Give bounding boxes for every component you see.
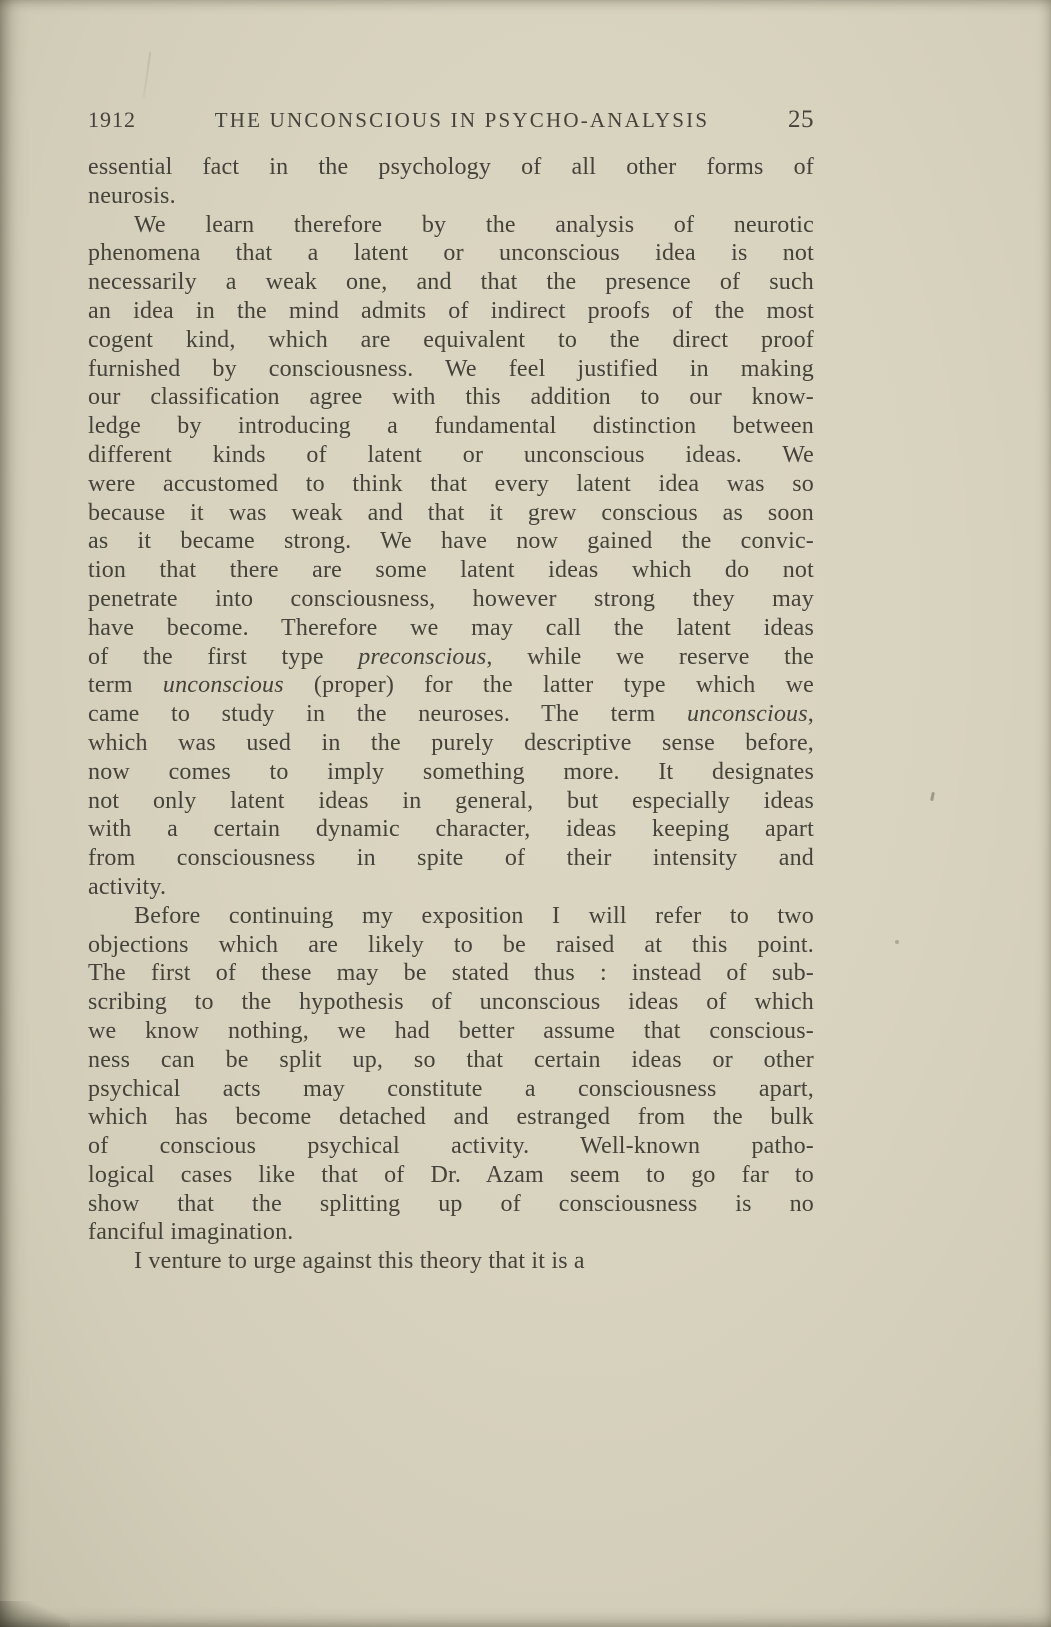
text-line: penetrate into consciousness, however strong they may (88, 585, 814, 612)
page-number: 25 (787, 106, 814, 133)
text-line: tion that there are some latent ideas which do not (88, 557, 814, 584)
header-year: 1912 (88, 107, 136, 132)
paragraph (88, 902, 814, 1248)
page-corner-shadow (0, 1601, 70, 1627)
page-body (88, 153, 814, 1276)
text-line: came to study in the neuroses. The term unconscious, (88, 701, 814, 728)
text-line: essential fact in the psychology of all other forms of (88, 154, 814, 180)
text-line: The first of these may be stated thus : instead of sub- (88, 960, 814, 987)
text-line: activity. (88, 873, 167, 900)
text-line: have become. Therefore we may call the latent ideas (88, 614, 814, 641)
text-line: ness can be split up, so that certain ideas or other (88, 1046, 814, 1073)
text-line: now comes to imply something more. It designates (88, 758, 814, 785)
text-line: logical cases like that of Dr. Azam seem to go far to (88, 1161, 814, 1188)
text-line: I venture to urge against this theory that it is a (134, 1248, 585, 1275)
text-line: term unconscious (proper) for the latter type which we (88, 672, 814, 699)
text-line: different kinds of latent or unconscious ideas. We (88, 441, 814, 468)
paper-speck (930, 792, 935, 801)
text-line: objections which are likely to be raised at this point. (88, 931, 814, 958)
text-line: as it became strong. We have now gained the convic- (88, 528, 814, 555)
page-header (88, 106, 814, 134)
text-line: we know nothing, we had better assume that conscious- (88, 1017, 814, 1044)
text-line: our classification agree with this addition to our know- (88, 384, 814, 411)
text-line: of conscious psychical activity. Well-known patho- (88, 1133, 814, 1160)
text-line: were accustomed to think that every latent idea was so (88, 470, 814, 497)
text-line: cogent kind, which are equivalent to the direct proof (88, 326, 814, 353)
running-title: THE UNCONSCIOUS IN PSYCHO-ANALYSIS (214, 108, 710, 132)
text-line: neurosis. (88, 182, 176, 209)
text-line: ledge by introducing a fundamental distinction between (88, 413, 814, 440)
text-line: psychical acts may constitute a consciousness apart, (88, 1075, 814, 1102)
paragraph (88, 153, 814, 211)
text-line: phenomena that a latent or unconscious idea is not (88, 240, 814, 267)
text-line: of the first type preconscious, while we reserve the (88, 643, 814, 670)
text-line: scribing to the hypothesis of unconscious ideas of which (88, 989, 814, 1016)
text-line: because it was weak and that it grew conscious as soon (88, 499, 814, 526)
text-line: which was used in the purely descriptive sense before, (88, 729, 814, 756)
text-line: fanciful imagination. (88, 1219, 294, 1246)
paragraph (88, 1247, 814, 1276)
paragraph (88, 211, 814, 902)
text-line: Before continuing my exposition I will refer to two (134, 902, 814, 929)
text-line: We learn therefore by the analysis of neurotic (134, 211, 814, 238)
paper-scratch (143, 52, 151, 98)
text-line: an idea in the mind admits of indirect proofs of the most (88, 297, 814, 324)
text-line: from consciousness in spite of their intensity and (88, 845, 814, 872)
text-line: not only latent ideas in general, but especially ideas (88, 787, 814, 814)
text-line: show that the splitting up of consciousness is no (88, 1190, 814, 1217)
text-line: with a certain dynamic character, ideas keeping apart (88, 816, 814, 843)
text-line: necessarily a weak one, and that the presence of such (88, 269, 814, 296)
paper-speck (895, 940, 899, 944)
text-line: which has become detached and estranged from the bulk (88, 1104, 814, 1131)
text-line: furnished by consciousness. We feel justified in making (88, 355, 814, 382)
